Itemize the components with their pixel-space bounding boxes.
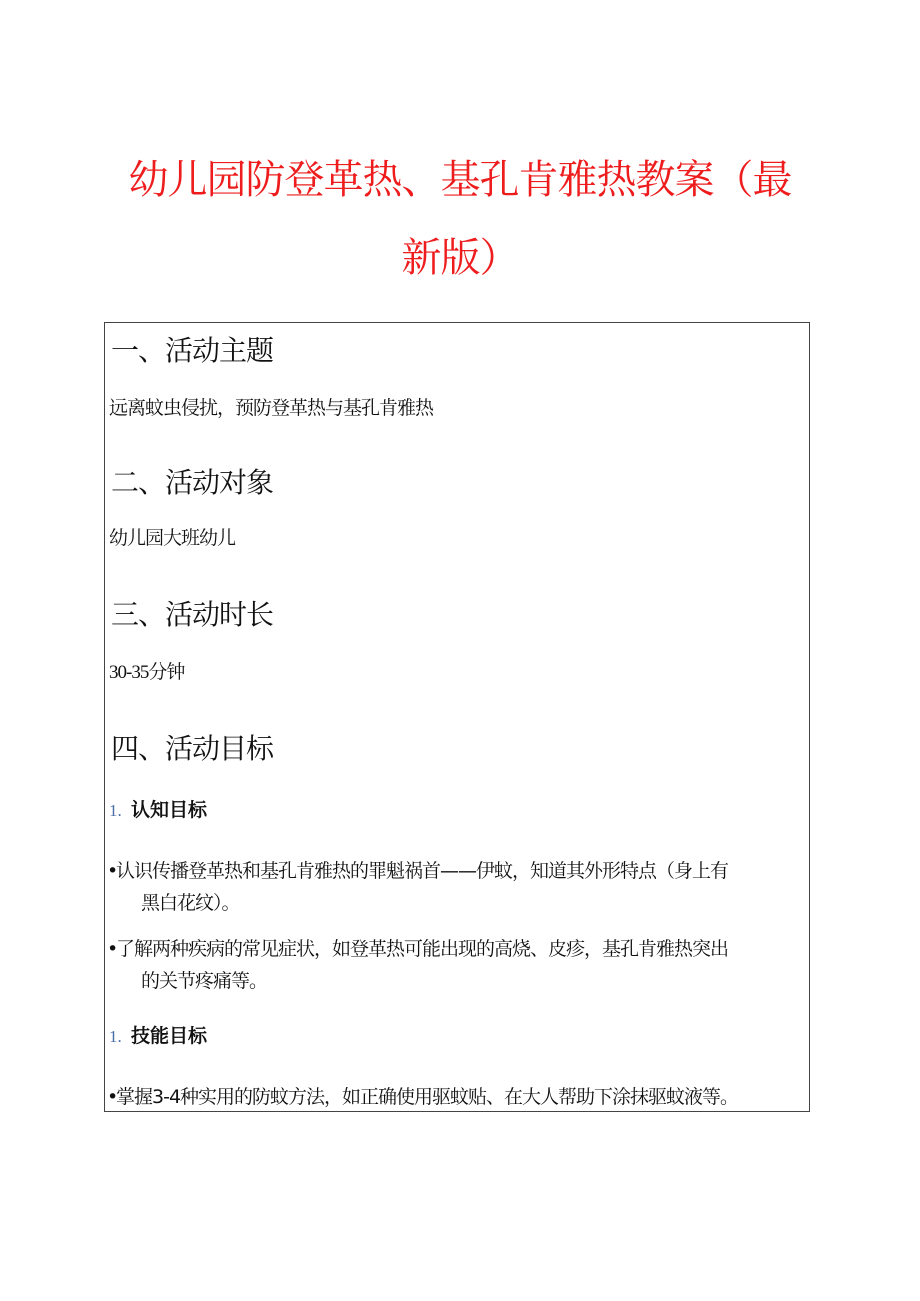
section-text-duration: 30-35分钟 — [109, 662, 185, 683]
subheading-number: 1. — [109, 1027, 122, 1046]
document-title-line-2: 新版） — [401, 235, 519, 281]
list-item-goal-3: •掌握3-4种实用的防蚊方法，如正确使用驱蚊贴、在大人帮助下涂抹驱蚊液等。 — [107, 1081, 807, 1113]
bullet-icon: • — [107, 1086, 118, 1108]
section-text-theme: 远离蚊虫侵扰，预防登革热与基孔肯雅热 — [109, 397, 434, 419]
list-item-goal-1: •认识传播登革热和基孔肯雅热的罪魁祸首——伊蚊，知道其外形特点（身上有 黑白花纹）。 — [107, 855, 807, 919]
bullet-icon: • — [107, 860, 118, 882]
subheading-label: 技能目标 — [131, 1025, 208, 1047]
list-item-goal-2: •了解两种疾病的常见症状，如登革热可能出现的高烧、皮疹，基孔肯雅热突出 的关节疼痛等。 — [107, 933, 807, 997]
content-box — [104, 322, 810, 1112]
subheading-number: 1. — [109, 801, 122, 820]
subheading-skill-goal — [109, 1027, 207, 1046]
document-title-line-1: 幼儿园防登革热、基孔肯雅热教案（最 — [128, 157, 792, 203]
subheading-label: 认知目标 — [131, 799, 208, 821]
section-heading-theme: 一、活动主题 — [111, 334, 274, 367]
subheading-cognitive-goal — [109, 801, 207, 820]
section-heading-duration: 三、活动时长 — [111, 598, 274, 631]
section-text-audience: 幼儿园大班幼儿 — [109, 527, 236, 549]
section-heading-audience: 二、活动对象 — [111, 466, 274, 499]
section-heading-goals: 四、活动目标 — [111, 732, 274, 765]
bullet-icon: • — [107, 938, 118, 960]
